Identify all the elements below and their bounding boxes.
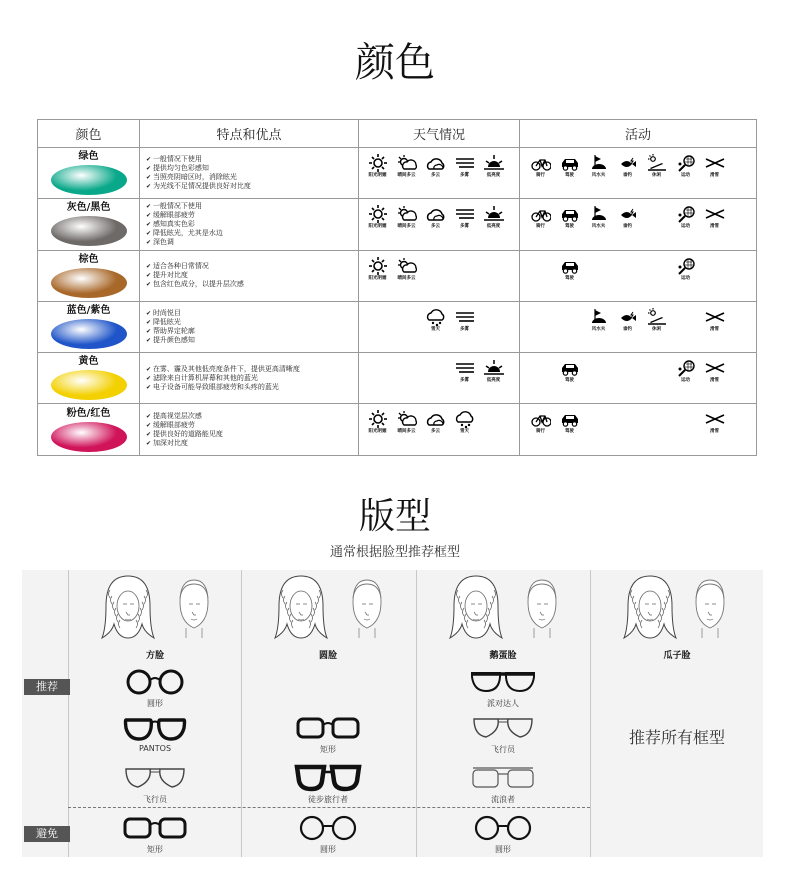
- glasses-icon: [121, 764, 189, 792]
- color-row: [38, 353, 757, 404]
- cloudy-label: 多云: [431, 429, 440, 435]
- sunset-icon: [479, 205, 508, 229]
- frame-style-recommended: [453, 764, 553, 805]
- fog-label: 多雾: [460, 378, 469, 384]
- frame-style-label: 圆形: [147, 699, 163, 708]
- partly-label: 晴间多云: [397, 429, 416, 435]
- tennis-icon: [671, 205, 700, 229]
- frame-style-recommended: [105, 714, 205, 753]
- wind-icon: [584, 308, 613, 332]
- features-cell: [140, 199, 359, 250]
- color-name: 黄色: [78, 356, 99, 368]
- partly-label: 晴间多云: [397, 224, 416, 230]
- female-face-illustration: [620, 572, 680, 646]
- bike-icon: [526, 410, 555, 434]
- column-divider: [68, 570, 69, 857]
- car-icon: [555, 257, 584, 281]
- sea-icon: [642, 154, 671, 178]
- glasses-icon: [469, 714, 537, 742]
- snow-label: 雪天: [431, 326, 440, 332]
- car-icon: [555, 410, 584, 434]
- male-face-illustration: [337, 572, 397, 646]
- frame-style-label: 矩形: [320, 745, 336, 754]
- sun-label: 阳光明媚: [368, 173, 387, 178]
- tennis-label: 运动: [681, 224, 690, 230]
- feature-item: ✔ 帮助界定轮廓: [146, 327, 358, 336]
- car-label: 驾驶: [565, 275, 574, 281]
- column-divider: [241, 570, 242, 857]
- feature-item: ✔ 为光线不足情况提供良好对比度: [146, 182, 358, 191]
- fog-icon: [450, 205, 479, 229]
- cloudy-label: 多云: [431, 173, 440, 178]
- frame-style-label: 流浪者: [491, 795, 515, 804]
- frame-style-recommended: [105, 668, 205, 709]
- tennis-label: 运动: [681, 378, 690, 384]
- bike-label: 骑行: [536, 173, 545, 178]
- header-activity: 活动: [520, 120, 757, 148]
- lens-swatch: [51, 319, 127, 349]
- ski-icon: [700, 410, 729, 434]
- frame-style-label: 飞行员: [143, 795, 167, 804]
- partly-icon: [392, 154, 421, 178]
- sunset-icon: [479, 154, 508, 178]
- ski-label: 滑雪: [710, 326, 719, 332]
- color-cell: [38, 199, 140, 250]
- bike-icon: [526, 154, 555, 178]
- tennis-icon: [671, 359, 700, 383]
- color-section-title: 颜色: [355, 40, 435, 86]
- color-row: [38, 199, 757, 250]
- cloudy-label: 多云: [431, 224, 440, 230]
- frame-style-avoid: [453, 814, 553, 855]
- bike-icon: [526, 205, 555, 229]
- sea-label: 休闲: [652, 326, 661, 332]
- ski-icon: [700, 154, 729, 178]
- color-name: 棕色: [78, 253, 99, 265]
- lens-swatch: [51, 165, 127, 195]
- feature-item: ✔ 加深对比度: [146, 439, 358, 448]
- sunset-label: 低亮度: [486, 378, 501, 384]
- car-icon: [555, 359, 584, 383]
- tennis-icon: [671, 154, 700, 178]
- fish-icon: [613, 205, 642, 229]
- tennis-icon: [671, 257, 700, 281]
- partly-icon: [392, 410, 421, 434]
- sunset-icon: [479, 359, 508, 383]
- bike-label: 骑行: [536, 429, 545, 435]
- color-cell: [38, 148, 140, 199]
- header-color: 颜色: [38, 120, 140, 148]
- ski-icon: [700, 359, 729, 383]
- activity-cell: [520, 199, 757, 250]
- feature-item: ✔ 提供良好的道路能见度: [146, 430, 358, 439]
- frame-subtitle: 通常根据脸型推荐框型: [329, 545, 460, 560]
- features-cell: [140, 301, 359, 352]
- activity-cell: [520, 353, 757, 404]
- features-cell: [140, 148, 359, 199]
- car-icon: [555, 154, 584, 178]
- frame-style-avoid: [105, 814, 205, 855]
- frame-style-recommended: [278, 714, 378, 755]
- cloudy-icon: [421, 205, 450, 229]
- features-cell: [140, 404, 359, 455]
- ski-label: 滑雪: [710, 429, 719, 435]
- feature-item: ✔ 在雾、霾及其他低亮度条件下，提供更高清晰度: [146, 365, 358, 374]
- column-divider: [416, 570, 417, 857]
- features-cell: [140, 250, 359, 301]
- snow-icon: [450, 410, 479, 434]
- female-face-illustration: [446, 572, 506, 646]
- feature-item: ✔ 缓解眼部疲劳: [146, 211, 358, 220]
- female-face-illustration: [98, 572, 158, 646]
- frame-style-label: PANTOS: [138, 744, 172, 753]
- face-shape-label: 瓜子脸: [663, 651, 691, 661]
- activity-cell: [520, 301, 757, 352]
- color-cell: [38, 301, 140, 352]
- glasses-icon: [294, 764, 362, 792]
- frame-style-avoid: [278, 814, 378, 855]
- sun-label: 阳光明媚: [368, 275, 387, 281]
- tennis-label: 运动: [681, 275, 690, 281]
- cloudy-icon: [421, 410, 450, 434]
- wind-label: 风水夫: [591, 173, 606, 178]
- weather-cell: [359, 148, 520, 199]
- header-features: 特点和优点: [140, 120, 359, 148]
- lens-swatch: [51, 216, 127, 246]
- fog-label: 多雾: [460, 326, 469, 332]
- sunset-label: 低亮度: [486, 224, 501, 230]
- ski-label: 滑雪: [710, 378, 719, 384]
- feature-item: ✔ 适合各种日常情况: [146, 262, 358, 271]
- face-shape-label: 方脸: [145, 651, 164, 661]
- lens-swatch: [51, 370, 127, 400]
- frame-style-label: 矩形: [147, 845, 163, 854]
- weather-cell: [359, 353, 520, 404]
- glasses-icon: [121, 814, 189, 842]
- color-row: [38, 404, 757, 455]
- cloudy-icon: [421, 154, 450, 178]
- partly-label: 晴间多云: [397, 275, 416, 281]
- lens-swatch: [51, 268, 127, 298]
- color-name: 粉色/红色: [66, 407, 111, 419]
- frame-style-label: 派对达人: [487, 699, 519, 708]
- fog-icon: [450, 359, 479, 383]
- avoid-divider: [68, 807, 590, 808]
- sea-icon: [642, 308, 671, 332]
- frame-style-recommended: [278, 764, 378, 805]
- sun-icon: [363, 257, 392, 281]
- weather-cell: [359, 250, 520, 301]
- face-shape-label: 鹅蛋脸: [489, 651, 517, 661]
- snow-icon: [421, 308, 450, 332]
- fish-label: 垂钓: [623, 224, 632, 230]
- feature-item: ✔ 降低眩光: [146, 318, 358, 327]
- male-face-illustration: [680, 572, 740, 646]
- header-weather: 天气情况: [359, 120, 520, 148]
- male-face-illustration: [164, 572, 224, 646]
- color-cell: [38, 404, 140, 455]
- glasses-icon: [294, 714, 362, 742]
- feature-item: ✔ 时尚悦目: [146, 309, 358, 318]
- glasses-icon: [469, 814, 537, 842]
- color-table: [37, 119, 757, 456]
- color-name: 灰色/黑色: [66, 202, 111, 214]
- partly-icon: [392, 257, 421, 281]
- frame-style-recommended: [453, 668, 553, 709]
- sun-icon: [363, 205, 392, 229]
- fish-icon: [613, 154, 642, 178]
- weather-cell: [359, 301, 520, 352]
- feature-item: ✔ 提供均匀色彩感知: [146, 164, 358, 173]
- frame-style-recommended: [105, 764, 205, 805]
- glasses-icon: [121, 668, 189, 696]
- snow-label: 雪天: [460, 429, 469, 435]
- sun-icon: [363, 154, 392, 178]
- fog-icon: [450, 154, 479, 178]
- face-shape-label: 圆脸: [318, 651, 337, 661]
- fog-icon: [450, 308, 479, 332]
- ski-label: 滑雪: [710, 173, 719, 178]
- color-name: 蓝色/紫色: [66, 305, 111, 317]
- weather-cell: [359, 404, 520, 455]
- feature-item: ✔ 缓解眼部疲劳: [146, 421, 358, 430]
- activity-cell: [520, 148, 757, 199]
- glasses-icon: [469, 668, 537, 696]
- feature-item: ✔ 一般情况下使用: [146, 155, 358, 164]
- fog-label: 多雾: [460, 173, 469, 178]
- color-row: [38, 148, 757, 199]
- car-label: 驾驶: [565, 173, 574, 178]
- weather-cell: [359, 199, 520, 250]
- feature-item: ✔ 提升颜色感知: [146, 336, 358, 345]
- car-label: 驾驶: [565, 378, 574, 384]
- frame-style-label: 飞行员: [491, 745, 515, 754]
- partly-icon: [392, 205, 421, 229]
- sea-label: 休闲: [652, 173, 661, 178]
- wind-label: 风水夫: [591, 326, 606, 332]
- tennis-label: 运动: [681, 173, 690, 178]
- color-row: [38, 250, 757, 301]
- female-face-illustration: [271, 572, 331, 646]
- color-row: [38, 301, 757, 352]
- feature-item: ✔ 电子设备可能导致眼部疲劳和头疼的蓝光: [146, 383, 358, 392]
- glasses-icon: [121, 714, 189, 742]
- frame-style-recommended: [453, 714, 553, 755]
- feature-item: ✔ 当照亮阴暗区时，消除眩光: [146, 173, 358, 182]
- feature-item: ✔ 包含红色成分，以提升层次感: [146, 280, 358, 289]
- ski-icon: [700, 205, 729, 229]
- car-label: 驾驶: [565, 224, 574, 230]
- glasses-icon: [294, 814, 362, 842]
- color-cell: [38, 353, 140, 404]
- color-cell: [38, 250, 140, 301]
- sunset-label: 低亮度: [486, 173, 501, 178]
- color-name: 绿色: [78, 151, 99, 163]
- feature-item: ✔ 降低眩光，尤其是水边: [146, 229, 358, 238]
- feature-item: ✔ 提升对比度: [146, 271, 358, 280]
- avoid-label: 避免: [24, 826, 70, 842]
- frame-style-label: 圆形: [495, 845, 511, 854]
- activity-cell: [520, 404, 757, 455]
- feature-item: ✔ 深色调: [146, 238, 358, 247]
- fish-label: 垂钓: [623, 173, 632, 178]
- fish-icon: [613, 308, 642, 332]
- lens-swatch: [51, 422, 127, 452]
- feature-item: ✔ 一般情况下使用: [146, 202, 358, 211]
- sun-label: 阳光明媚: [368, 429, 387, 435]
- glasses-icon: [469, 764, 537, 792]
- car-icon: [555, 205, 584, 229]
- partly-label: 晴间多云: [397, 173, 416, 178]
- feature-item: ✔ 提高视觉层次感: [146, 412, 358, 421]
- frame-style-label: 徒步旅行者: [308, 795, 348, 804]
- recommend-label: 推荐: [24, 679, 70, 695]
- wind-icon: [584, 154, 613, 178]
- car-label: 驾驶: [565, 429, 574, 435]
- activity-cell: [520, 250, 757, 301]
- feature-item: ✔ 感知真实色彩: [146, 220, 358, 229]
- bike-label: 骑行: [536, 224, 545, 230]
- all-frames-recommended: 推荐所有框型: [628, 728, 725, 747]
- male-face-illustration: [512, 572, 572, 646]
- frame-style-label: 圆形: [320, 845, 336, 854]
- sun-label: 阳光明媚: [368, 224, 387, 230]
- wind-label: 风水夫: [591, 224, 606, 230]
- sun-icon: [363, 410, 392, 434]
- wind-icon: [584, 205, 613, 229]
- frame-section-title: 版型: [358, 496, 431, 537]
- ski-icon: [700, 308, 729, 332]
- features-cell: [140, 353, 359, 404]
- frame-guide: [22, 570, 763, 857]
- feature-item: ✔ 滤除来自计算机屏幕和其他的蓝光: [146, 374, 358, 383]
- column-divider: [590, 570, 591, 857]
- fog-label: 多雾: [460, 224, 469, 230]
- fish-label: 垂钓: [623, 326, 632, 332]
- ski-label: 滑雪: [710, 224, 719, 230]
